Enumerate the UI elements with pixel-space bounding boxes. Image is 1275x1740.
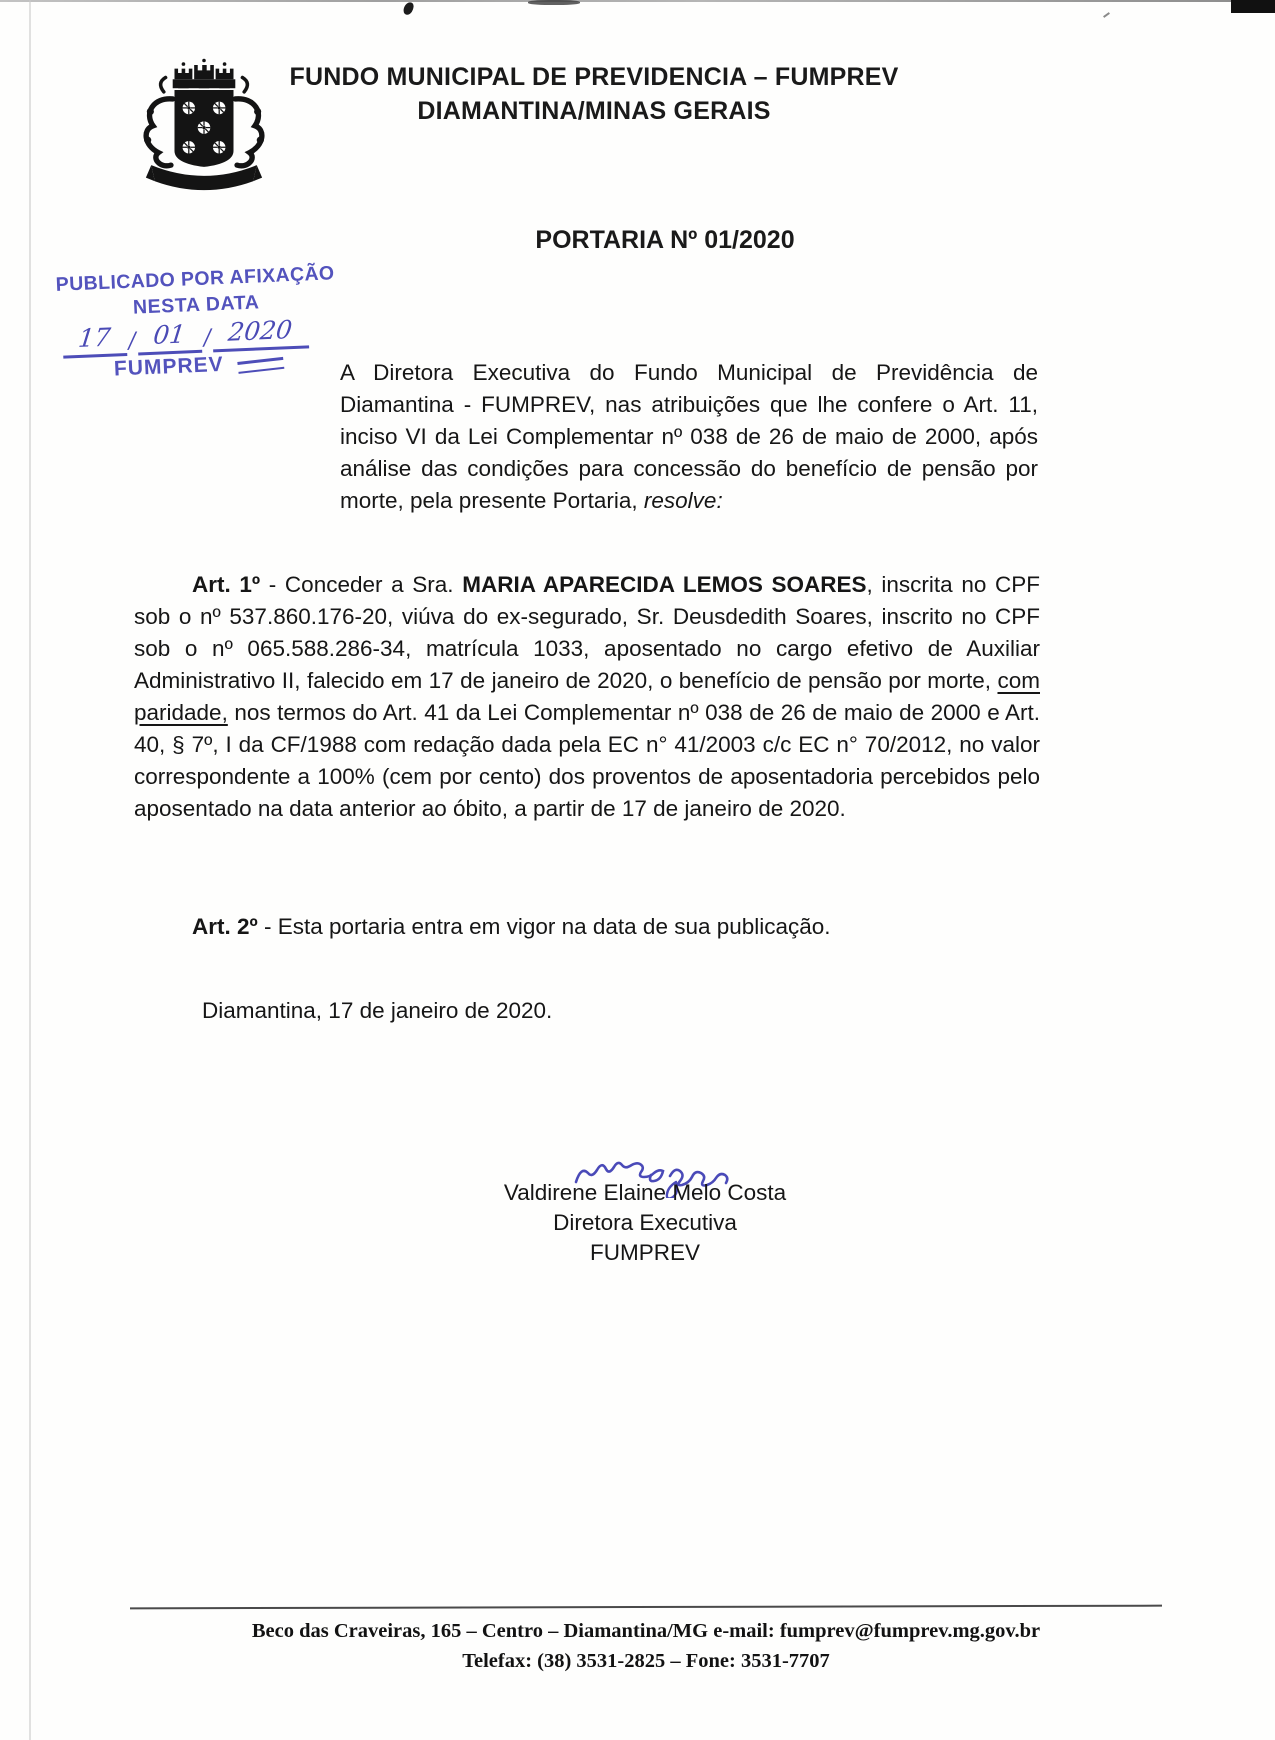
handwritten-month: 01 — [152, 319, 188, 350]
stamp-year-field — [212, 314, 309, 352]
footer-address-line: Beco das Craveiras, 165 – Centro – Diamantina/MG e-mail: fumprev@fumprev.mg.gov.br — [251, 1620, 1041, 1642]
article-1-text-post: nos termos do Art. 41 da Lei Complementar nº 038 de 26 de maio de 2000 e Art. 40, § 7º, I da CF/1988 com redação dada pela EC n° 41/2003 c/c EC n° 70/2012, no valor correspondente a 100% (cem por cento) dos proventos de aposentadoria percebidos pelo aposentado na data anterior ao óbito, a partir de 17 de janeiro de 2020. — [134, 699, 1040, 821]
document-title: PORTARIA Nº 01/2020 — [535, 226, 795, 254]
stamp-org-name: FUMPREV — [113, 352, 225, 381]
handwritten-day: 17 — [76, 322, 113, 354]
signer-role: Diretora Executiva — [553, 1210, 737, 1235]
article-1-label: Art. 1º — [192, 571, 261, 597]
article-2-text: - Esta portaria entra em vigor na data de sua publicação. — [257, 913, 831, 939]
article-1-text-mid: , inscrita no CPF sob o nº 537.860.176-20, viúva do ex-segurado, Sr. Deusdedith Soares, inscrito no CPF sob o nº 065.588.286-34, matrícula 1033, aposentado no cargo efetivo de Auxiliar Administrativo II, falecido em 17 de janeiro de 2020, o benefício de pensão por morte, — [134, 571, 1041, 693]
stamp-day-field — [62, 322, 127, 359]
article-2-label: Art. 2º — [192, 913, 258, 939]
scan-corner-mark — [1231, 0, 1275, 13]
stamp-month-field — [137, 319, 202, 356]
org-name: FUNDO MUNICIPAL DE PREVIDENCIA – FUMPREV — [289, 63, 899, 91]
stamp-date-slash: / — [127, 328, 137, 354]
scan-smudge — [528, 0, 580, 5]
article-1-text-pre: - Conceder a Sra. — [260, 571, 463, 597]
footer-phone-line: Telefax: (38) 3531-2825 – Fone: 3531-7707 — [462, 1650, 830, 1672]
scan-left-edge-line — [29, 0, 31, 1740]
diamantina-coat-of-arms-logo — [128, 48, 280, 200]
article-1-underlined-term: com paridade, — [134, 667, 1040, 725]
beneficiary-name: MARIA APARECIDA LEMOS SOARES — [462, 571, 867, 597]
scan-tick-mark — [1103, 12, 1110, 18]
handwritten-year: 2020 — [227, 314, 295, 347]
dateline: Diamantina, 17 de janeiro de 2020. — [202, 997, 553, 1023]
scan-top-edge-line — [0, 0, 1275, 2]
intro-paragraph — [340, 357, 1038, 517]
scan-ink-blob — [402, 1, 415, 16]
stamp-scribble-mark — [237, 357, 284, 374]
org-location: DIAMANTINA/MINAS GERAIS — [417, 97, 771, 125]
header-org-block — [278, 60, 910, 128]
publication-stamp — [54, 262, 340, 384]
footer-divider — [130, 1605, 1162, 1610]
stamp-line2: NESTA DATA — [132, 291, 260, 319]
coat-of-arms-icon — [128, 48, 280, 200]
signer-name: Valdirene Elaine Melo Costa — [503, 1180, 787, 1205]
intro-text: A Diretora Executiva do Fundo Municipal de Previdência de Diamantina - FUMPREV, nas atribuições que lhe confere o Art. 11, inciso VI da Lei Complementar nº 038 de 26 de maio de 2000, após análise das condições para concessão do benefício de pensão por morte, pela presente Portaria, — [340, 359, 1038, 513]
intro-resolve-italic: resolve: — [643, 487, 723, 513]
stamp-line1: PUBLICADO POR AFIXAÇÃO — [55, 262, 335, 296]
article-1-paragraph — [134, 569, 1040, 825]
stamp-date-slash: / — [203, 325, 212, 351]
footer — [130, 1616, 1162, 1676]
article-2-paragraph — [134, 911, 1040, 943]
signature-block — [340, 1178, 950, 1268]
signer-org: FUMPREV — [589, 1240, 700, 1265]
